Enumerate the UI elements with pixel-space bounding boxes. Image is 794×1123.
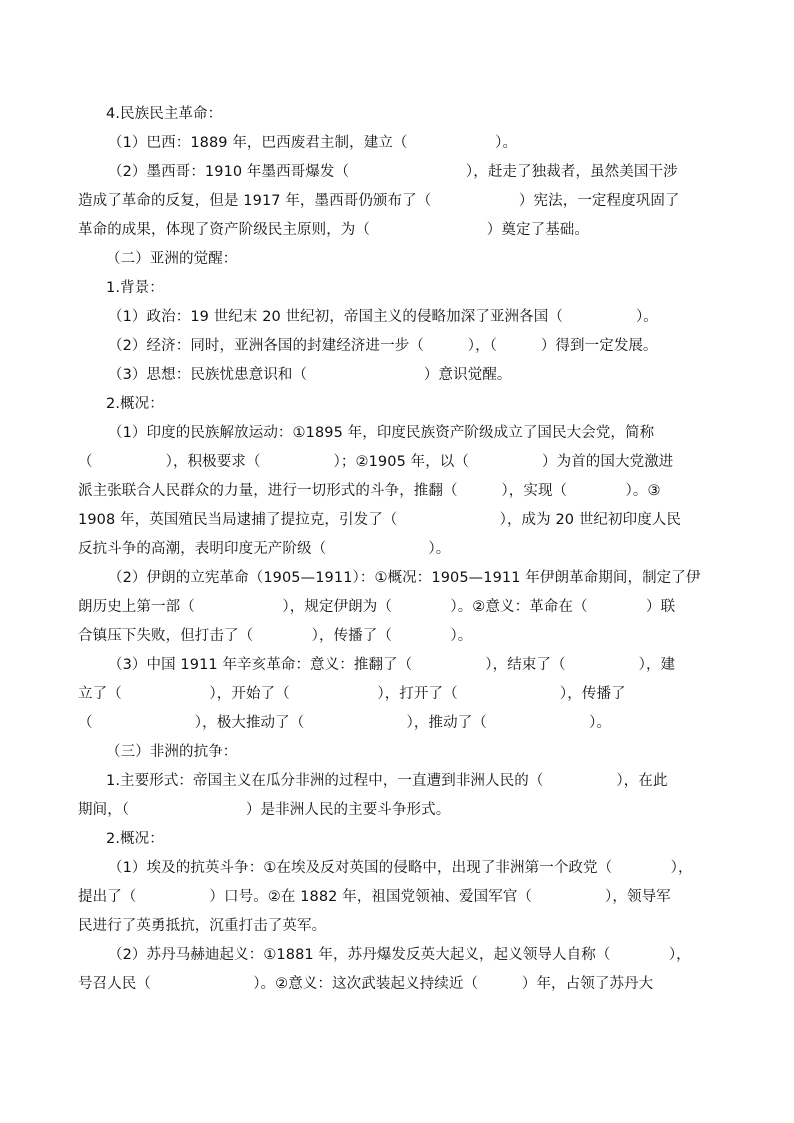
subheading-overview: 2.概况： — [106, 396, 164, 412]
paragraph-iran-cont: 朗历史上第一部（ ），规定伊朗为（ ）。②意义：革命在（ ）联 — [78, 599, 676, 615]
paragraph-egypt-cont: 民进行了英勇抵抗，沉重打击了英军。 — [78, 918, 327, 934]
paragraph-china-cont: 立了（ ），开始了（ ），打开了（ ），传播了 — [78, 686, 626, 702]
paragraph-india-cont: 1908 年，英国殖民当局逮捕了提拉克，引发了（ ），成为 20 世纪初印度人民 — [78, 512, 682, 528]
paragraph-sudan: （2）苏丹马赫迪起义：①1881 年，苏丹爆发反英大起义，起义领导人自称（ ）， — [108, 947, 691, 963]
paragraph-india: （1）印度的民族解放运动：①1895 年，印度民族资产阶级成立了国民大会党，简称 — [108, 425, 655, 441]
section-heading-democratic-revolution: 4.民族民主革命： — [106, 106, 223, 122]
paragraph-india-cont: （ ），积极要求（ ）；②1905 年，以（ ）为首的国大党激进 — [78, 454, 674, 470]
paragraph-economy: （2）经济：同时，亚洲各国的封建经济进一步（ ），（ ）得到一定发展。 — [108, 338, 658, 354]
section-heading-asia: （二）亚洲的觉醒： — [106, 251, 238, 267]
paragraph-china-cont: （ ），极大推动了（ ），推动了（ ）。 — [78, 715, 612, 731]
paragraph-china: （3）中国 1911 年辛亥革命：意义：推翻了（ ），结束了（ ），建 — [108, 657, 676, 673]
paragraph-india-cont: 派主张联合人民群众的力量，进行一切形式的斗争，推翻（ ），实现（ ）。③ — [78, 483, 661, 499]
paragraph-mexico-cont: 革命的成果，体现了资产阶级民主原则，为（ ）奠定了基础。 — [78, 222, 589, 238]
paragraph-main-forms-cont: 期间，（ ）是非洲人民的主要斗争形式。 — [78, 802, 451, 818]
paragraph-brazil: （1）巴西：1889 年，巴西废君主制，建立（ ）。 — [108, 135, 518, 151]
paragraph-iran-cont: 合镇压下失败，但打击了（ ），传播了（ ）。 — [78, 628, 473, 644]
paragraph-mexico-cont: 造成了革命的反复，但是 1917 年，墨西哥仍颁布了（ ）宪法，一定程度巩固了 — [78, 193, 680, 209]
section-heading-africa: （三）非洲的抗争： — [106, 744, 238, 760]
document-body — [78, 100, 724, 999]
paragraph-india-cont: 反抗斗争的高潮，表明印度无产阶级（ ）。 — [78, 541, 451, 557]
paragraph-egypt-cont: 提出了（ ）口号。②在 1882 年，祖国党领袖、爱国军官（ ），领导军 — [78, 889, 671, 905]
paragraph-mexico: （2）墨西哥：1910 年墨西哥爆发（ ），赶走了独裁者，虽然美国干涉 — [108, 164, 678, 180]
subheading-background: 1.背景： — [106, 280, 164, 296]
paragraph-politics: （1）政治：19 世纪末 20 世纪初，帝国主义的侵略加深了亚洲各国（ ）。 — [108, 309, 658, 325]
paragraph-thought: （3）思想：民族忧患意识和（ ）意识觉醒。 — [108, 367, 512, 383]
subheading-overview-africa: 2.概况： — [106, 831, 164, 847]
paragraph-egypt: （1）埃及的抗英斗争：①在埃及反对英国的侵略中，出现了非洲第一个政党（ ）， — [108, 860, 693, 876]
paragraph-sudan-cont: 号召人民（ ）。②意义：这次武装起义持续近（ ）年，占领了苏丹大 — [78, 976, 654, 992]
paragraph-main-forms: 1.主要形式：帝国主义在瓜分非洲的过程中，一直遭到非洲人民的（ ），在此 — [106, 773, 668, 789]
paragraph-iran: （2）伊朗的立宪革命（1905—1911）：①概况：1905—1911 年伊朗革命期间，制定了伊 — [108, 570, 701, 586]
